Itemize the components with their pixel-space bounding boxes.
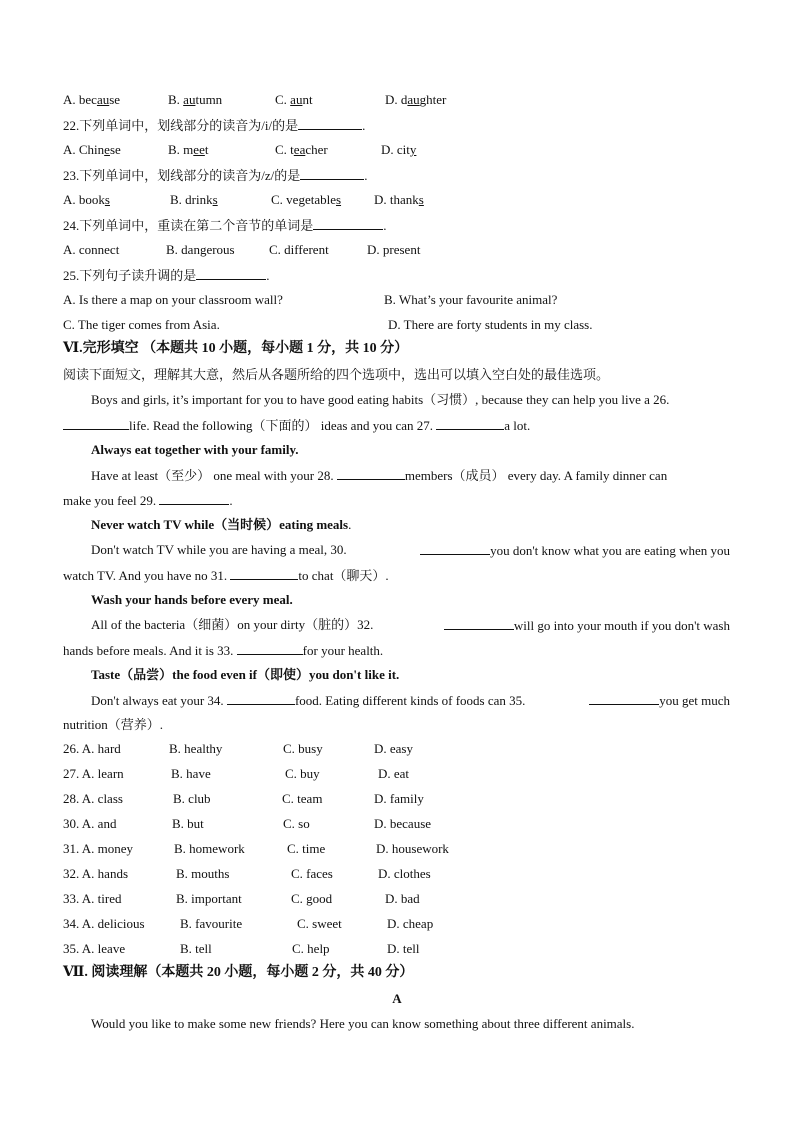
answer-blank-32[interactable] [444,617,514,630]
option-34-c: C. sweet [297,916,342,931]
q24-option-a: A. connect [63,242,120,257]
option-27-a: 27. A. learn [63,766,124,781]
section-6-instruction: 阅读下面短文，理解其大意，然后从各题所给的四个选项中，选出可以填入空白处的最佳选项。 [63,367,610,382]
q21-option-c: C. aunt [275,92,313,107]
option-31-d: D. housework [376,841,449,856]
option-26-c: C. busy [283,741,323,756]
answer-blank[interactable] [298,117,362,130]
passage-label: A [392,991,402,1006]
q25-option-d: D. There are forty students in my class. [388,317,593,332]
passage-heading: Taste（品尝）the food even if（即使）you don't like it. [91,667,400,682]
option-31-c: C. time [287,841,326,856]
option-32-b: B. mouths [176,866,230,881]
option-35-b: B. tell [180,941,212,956]
option-33-c: C. good [291,891,333,906]
section-6-title: Ⅵ.完形填空 （本题共 10 小题，每小题 1 分，共 10 分） [63,341,409,356]
q22-option-b: B. meet [168,142,209,157]
option-33-d: D. bad [385,891,420,906]
option-28-d: D. family [374,791,424,806]
q25-option-a: A. Is there a map on your classroom wall? [63,292,283,307]
option-32-d: D. clothes [378,866,431,881]
option-30-a: 30. A. and [63,816,117,831]
passage-line: Don't watch TV while you are having a meal, 30. you don't know what you are eating when you [91,542,730,558]
q21-option-a: A. because [63,92,121,107]
passage-heading: Always eat together with your family. [91,442,299,457]
answer-blank-30[interactable] [420,542,490,555]
answer-blank[interactable] [313,217,383,230]
option-31-a: 31. A. money [63,841,134,856]
option-34-d: D. cheap [387,916,434,931]
q24-option-c: C. different [269,242,329,257]
option-26-b: B. healthy [169,741,223,756]
answer-blank-34[interactable] [227,692,295,705]
q22-option-d: D. city [381,142,417,157]
q22-option-a: A. Chinese [63,142,121,157]
option-28-b: B. club [173,791,211,806]
q22-option-c: C. teacher [275,142,328,157]
option-35-d: D. tell [387,941,420,956]
q24-option-b: B. dangerous [166,242,235,257]
passage-heading: Wash your hands before every meal. [91,592,293,607]
passage-line: life. Read the following（下面的） ideas and you can 27. a lot. [63,417,530,434]
answer-blank-27[interactable] [436,417,504,430]
option-28-c: C. team [282,791,323,806]
option-27-d: D. eat [378,766,410,781]
option-33-b: B. important [176,891,242,906]
passage-line: make you feel 29. . [63,493,233,508]
answer-blank-26[interactable] [63,417,129,430]
option-35-c: C. help [292,941,330,956]
answer-blank-35[interactable] [589,692,659,705]
q23-option-a: A. books [63,192,110,207]
answer-blank-29[interactable] [159,492,229,505]
option-28-a: 28. A. class [63,791,123,806]
q21-option-b: B. autumn [168,92,223,107]
answer-blank-28[interactable] [337,467,405,480]
q23-option-b: B. drinks [170,192,218,207]
passage-line: watch TV. And you have no 31. to chat（聊天）. [63,568,389,583]
option-31-b: B. homework [174,841,245,856]
answer-blank[interactable] [300,167,364,180]
option-30-d: D. because [374,816,432,831]
option-27-b: B. have [171,766,211,781]
q22-stem: 22.下列单词中，划线部分的读音为/i/的是 . [63,118,366,133]
q25-option-b: B. What’s your favourite animal? [384,292,558,307]
q24-stem: 24.下列单词中，重读在第二个音节的单词是 . [63,218,387,233]
passage-intro: Would you like to make some new friends? Here you can know something about three different animals. [91,1016,635,1031]
passage-heading: Never watch TV while（当时候）eating meals. [91,517,352,532]
option-32-a: 32. A. hands [63,866,128,881]
option-34-b: B. favourite [180,916,243,931]
q24-option-d: D. present [367,242,421,257]
passage-line: hands before meals. And it is 33. for your health. [63,643,384,658]
q25-stem: 25.下列句子读升调的是 . [63,268,270,283]
option-26-d: D. easy [374,741,413,756]
passage-line: All of the bacteria（细菌）on your dirty（脏的）32. will go into your mouth if you don't wash [91,617,730,633]
passage-line: Don't always eat your 34. food. Eating different kinds of foods can 35. you get much [91,693,730,708]
option-33-a: 33. A. tired [63,891,122,906]
section-7-title: Ⅶ. 阅读理解（本题共 20 小题，每小题 2 分，共 40 分） [63,965,414,980]
passage-line: Boys and girls, it’s important for you to have good eating habits（习惯）, because they can help you live a 26. [91,392,670,407]
option-32-c: C. faces [291,866,333,881]
option-27-c: C. buy [285,766,320,781]
option-34-a: 34. A. delicious [63,916,145,931]
passage-line: Have at least（至少） one meal with your 28. members（成员） every day. A family dinner can [91,468,668,483]
answer-blank-33[interactable] [237,642,303,655]
option-26-a: 26. A. hard [63,741,121,756]
passage-line: nutrition（营养）. [63,717,164,732]
q23-stem: 23.下列单词中，划线部分的读音为/z/的是 . [63,168,368,183]
answer-blank[interactable] [196,267,266,280]
q23-option-d: D. thanks [374,192,424,207]
q21-option-d: D. daughter [385,92,447,107]
answer-blank-31[interactable] [230,567,298,580]
option-35-a: 35. A. leave [63,941,126,956]
q25-option-c: C. The tiger comes from Asia. [63,317,220,332]
option-30-b: B. but [172,816,204,831]
option-30-c: C. so [283,816,310,831]
q23-option-c: C. vegetables [271,192,342,207]
